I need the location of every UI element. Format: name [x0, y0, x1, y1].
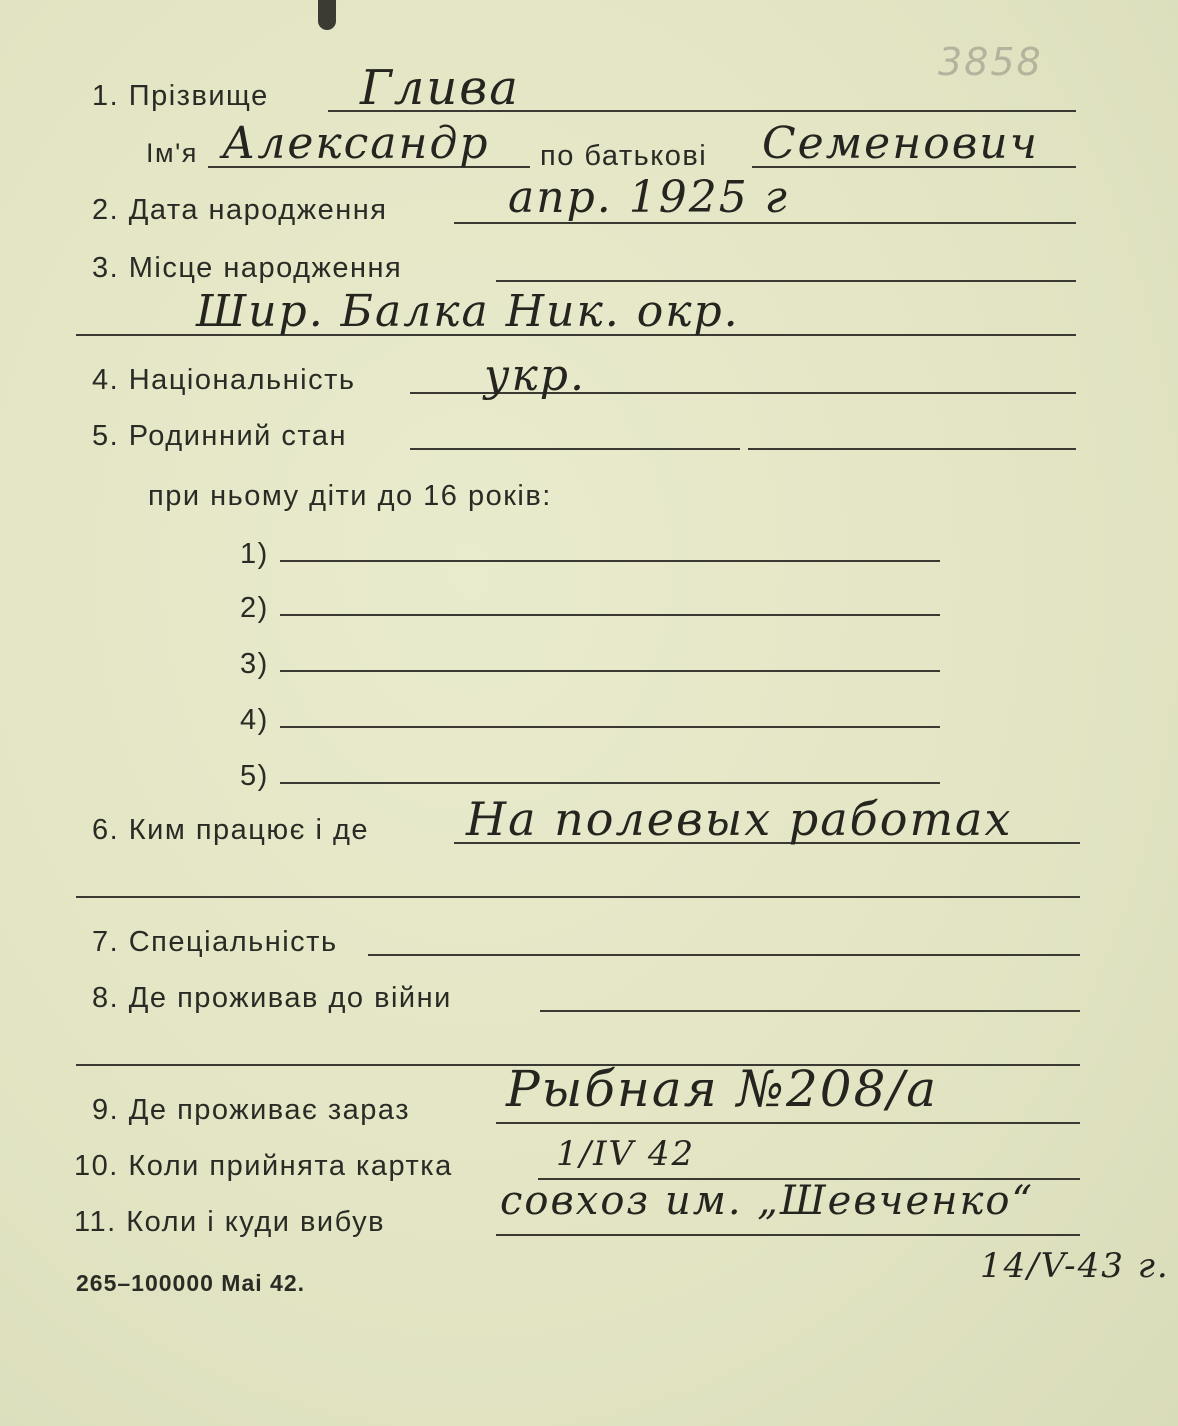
birth-date-label: 2. Дата народження [92, 194, 388, 226]
prewar-residence-label: 8. Де проживав до війни [92, 982, 452, 1014]
surname-label: 1. Прізвище [92, 80, 269, 112]
child-2-label: 2) [240, 592, 269, 624]
child-3-label: 3) [240, 648, 269, 680]
patronymic-value: Семенович [762, 118, 1040, 169]
work-label: 6. Ким працює і де [92, 814, 370, 846]
current-residence-line [496, 1122, 1080, 1124]
children-label: при ньому діти до 16 років: [148, 480, 552, 512]
print-note: 265–100000 Mai 42. [76, 1270, 306, 1296]
child-1-line [280, 560, 940, 562]
child-5-line [280, 782, 940, 784]
marital-status-label: 5. Родинний стан [92, 420, 348, 452]
prewar-residence-line-1 [540, 1010, 1080, 1012]
torn-edge [318, 0, 336, 30]
current-residence-label: 9. Де проживає зараз [92, 1094, 411, 1126]
work-value: На полевых работах [466, 792, 1013, 846]
patronymic-label: по батькові [540, 140, 708, 172]
birth-place-value: Шир. Балка Ник. окр. [196, 286, 740, 337]
birth-place-label: 3. Місце народження [92, 252, 403, 284]
first-name-value: Александр [222, 118, 490, 169]
child-5-label: 5) [240, 760, 269, 792]
nationality-value: укр. [484, 350, 586, 401]
first-name-label: Ім'я [146, 138, 198, 168]
departure-line [496, 1234, 1080, 1236]
birth-place-line-1 [496, 280, 1076, 282]
child-1-label: 1) [240, 538, 269, 570]
work-line-2 [76, 896, 1080, 898]
surname-value: Глива [360, 60, 520, 116]
archive-number: 3858 [938, 40, 1043, 84]
marital-status-line-1 [410, 448, 740, 450]
child-3-line [280, 670, 940, 672]
departure-date: 14/V-43 г. [980, 1246, 1170, 1286]
departure-label: 11. Коли і куди вибув [74, 1206, 385, 1238]
specialty-label: 7. Спеціальність [92, 926, 338, 958]
birth-date-value: апр. 1925 г [508, 172, 789, 223]
card-accepted-value: 1/IV 42 [556, 1134, 696, 1174]
nationality-label: 4. Національність [92, 364, 356, 396]
specialty-line [368, 954, 1080, 956]
child-2-line [280, 614, 940, 616]
card-accepted-label: 10. Коли прийнята картка [74, 1150, 453, 1182]
departure-value: совхоз им. „Шевченко“ [500, 1178, 1034, 1224]
marital-status-line-2 [748, 448, 1076, 450]
child-4-label: 4) [240, 704, 269, 736]
child-4-line [280, 726, 940, 728]
current-residence-value: Рыбная №208/а [506, 1060, 939, 1118]
